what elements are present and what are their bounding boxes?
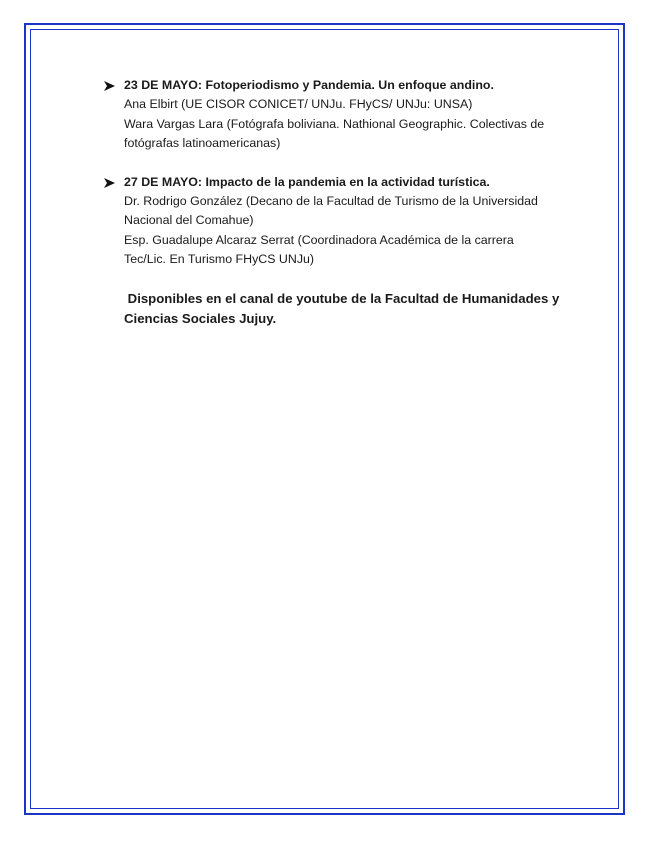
event-speaker-line: Wara Vargas Lara (Fotógrafa boliviana. Nathional Geographic. Colectivas de — [124, 116, 545, 131]
event-item — [104, 76, 574, 154]
arrowhead-bullet-icon — [104, 178, 115, 188]
event-speaker-line: Dr. Rodrigo González (Decano de la Facultad de Turismo de la Universidad — [124, 194, 538, 209]
event-speaker-line: Nacional del Comahue) — [124, 213, 254, 228]
event-item — [104, 173, 574, 270]
event-speaker-line: Ana Elbirt (UE CISOR CONICET/ UNJu. FHyCS/ UNJu: UNSA) — [124, 97, 473, 112]
arrowhead-bullet-icon — [104, 81, 115, 91]
event-speaker-line: Esp. Guadalupe Alcaraz Serrat (Coordinadora Académica de la carrera — [124, 232, 514, 247]
event-speaker-line: Tec/Lic. En Turismo FHyCS UNJu) — [124, 252, 315, 267]
event-speaker-line: fotógrafas latinoamericanas) — [124, 136, 281, 151]
document-content — [104, 76, 574, 329]
availability-note — [104, 289, 574, 329]
availability-line: Disponibles en el canal de youtube de la Facultad de Humanidades y — [124, 290, 560, 306]
event-title: 23 DE MAYO: Fotoperiodismo y Pandemia. Un enfoque andino. — [124, 78, 494, 92]
event-title: 27 DE MAYO: Impacto de la pandemia en la actividad turística. — [124, 174, 490, 189]
availability-line: Ciencias Sociales Jujuy. — [124, 310, 277, 326]
